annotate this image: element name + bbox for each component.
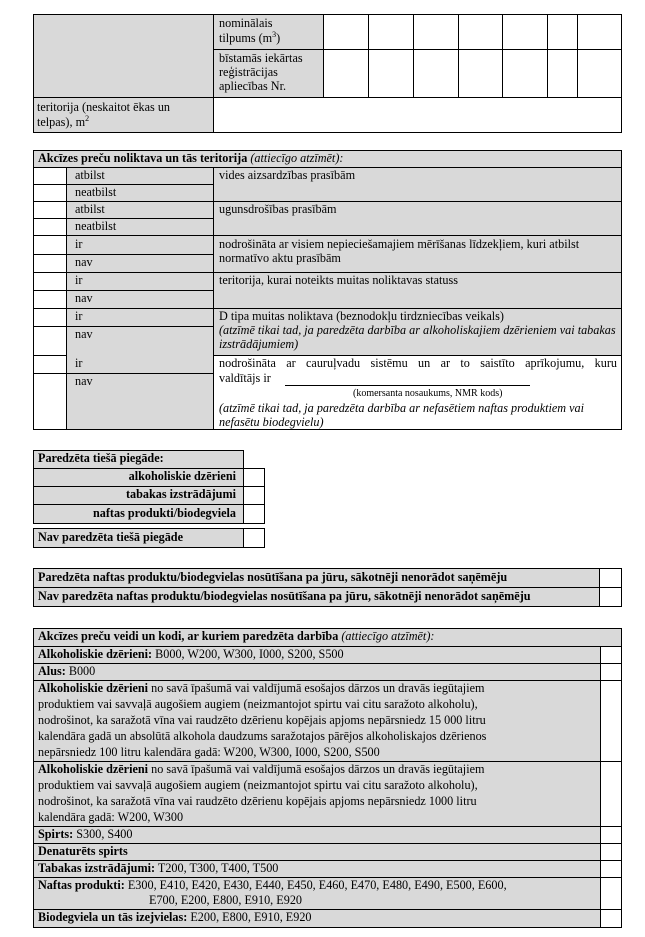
delivery-item: alkoholiskie dzērieni bbox=[128, 469, 236, 483]
option-label: nav bbox=[75, 327, 93, 341]
own-production-15000-text: nepārsniedz 100 litru kalendāra gadā: W200, W300, I000, S200, S500 bbox=[38, 745, 380, 759]
requirement-text: vides aizsardzības prasībām bbox=[219, 168, 356, 182]
biofuel-codes-checkbox[interactable] bbox=[600, 909, 622, 928]
customs-ir-checkbox[interactable] bbox=[33, 272, 67, 291]
sea-shipping-yes-checkbox[interactable] bbox=[599, 568, 622, 588]
measure-nav-checkbox[interactable] bbox=[33, 254, 67, 273]
env-atbilst-checkbox[interactable] bbox=[33, 167, 67, 185]
oil-delivery-checkbox[interactable] bbox=[243, 504, 265, 524]
dtype-nav-checkbox[interactable] bbox=[33, 326, 67, 356]
beer-codes-checkbox[interactable] bbox=[600, 663, 622, 681]
tobacco-codes-label: Tabakas izstrādājumi: T200, T300, T400, T500 bbox=[38, 861, 279, 875]
option-label: nav bbox=[75, 255, 93, 269]
no-delivery-checkbox[interactable] bbox=[243, 528, 265, 548]
fire-neatbilst-checkbox[interactable] bbox=[33, 218, 67, 236]
volume-label: nominālais bbox=[219, 16, 273, 30]
own-production-15000-checkbox[interactable] bbox=[600, 680, 622, 762]
requirement-text: D tipa muitas noliktava (beznodokļu tirdzniecības veikals) bbox=[219, 309, 504, 323]
territory-label-line2: telpas), $m^2$ bbox=[37, 114, 90, 130]
own-production-15000-text: kalendāra gadā un absolūtā alkohola daudzums saražotajos pārējos alkoholiskajos dzērienos bbox=[38, 729, 487, 743]
own-production-15000-text: nodrošinot, ka saražotā vīna vai raudzēto dzērienu kopējais apjoms nepārsniedz 15 000 litru bbox=[38, 713, 486, 727]
measure-ir-checkbox[interactable] bbox=[33, 235, 67, 255]
registration-label-line3: apliecības Nr. bbox=[219, 79, 287, 93]
requirement-text: nodrošināta ar cauruļvadu sistēmu un ar to saistīto aprīkojumu, kuru bbox=[219, 356, 617, 370]
pipeline-nav-checkbox[interactable] bbox=[33, 373, 67, 430]
alcohol-delivery-checkbox[interactable] bbox=[243, 468, 265, 487]
codes-title: Akcīzes preču veidi un kodi, ar kuriem paredzēta darbība (attiecīgo atzīmēt): bbox=[38, 629, 435, 643]
alcohol-codes-checkbox[interactable] bbox=[600, 646, 622, 664]
option-label: atbilst bbox=[75, 202, 105, 216]
own-production-1000-text: nodrošinot, ka saražotā vīna vai raudzēto dzērienu kopējais apjoms nepārsniedz 1000 litru bbox=[38, 794, 477, 808]
own-production-1000-text: kalendāra gadā: W200, W300 bbox=[38, 810, 184, 824]
dtype-ir-checkbox[interactable] bbox=[33, 308, 67, 327]
delivery-item: tabakas izstrādājumi bbox=[125, 487, 236, 501]
option-label: neatbilst bbox=[75, 185, 117, 199]
beer-codes-label: Alus: B000 bbox=[38, 664, 96, 678]
requirement-text-line2: valdītājs ir bbox=[219, 371, 271, 385]
tobacco-codes-checkbox[interactable] bbox=[600, 860, 622, 878]
warehouse-title: Akcīzes preču noliktava un tās teritorija (attiecīgo atzīmēt): bbox=[38, 151, 344, 165]
denatured-spirits-checkbox[interactable] bbox=[600, 843, 622, 861]
option-label: nav bbox=[75, 291, 93, 305]
own-production-15000-text: Alkoholiskie dzērieni no savā īpašumā vai valdījumā esošajos dārzos un dravās iegūtajiem bbox=[38, 681, 485, 695]
delivery-item: naftas produkti/biodegviela bbox=[92, 506, 236, 520]
option-label: ir bbox=[75, 237, 83, 251]
option-label: neatbilst bbox=[75, 219, 117, 233]
registration-label-line2: reģistrācijas bbox=[219, 65, 278, 79]
fire-atbilst-checkbox[interactable] bbox=[33, 201, 67, 219]
sea-shipping-yes-label: Paredzēta naftas produktu/biodegvielas nosūtīšana pa jūru, sākotnēji nenorādot saņēmēju bbox=[38, 570, 508, 584]
registration-label: bīstamās iekārtas bbox=[219, 51, 303, 65]
territory-label: teritorija (neskaitot ēkas un bbox=[37, 100, 171, 114]
requirement-note: (atzīmē tikai tad, ja paredzēta darbība ar alkoholiskajiem dzērieniem vai tabakas izstrādājumiem) bbox=[219, 323, 616, 351]
option-label: nav bbox=[75, 374, 93, 388]
tobacco-delivery-checkbox[interactable] bbox=[243, 486, 265, 505]
operator-input-caption: (komersanta nosaukums, NMR kods) bbox=[353, 388, 503, 399]
env-neatbilst-checkbox[interactable] bbox=[33, 184, 67, 202]
customs-nav-checkbox[interactable] bbox=[33, 290, 67, 309]
operator-input-line[interactable] bbox=[285, 385, 530, 386]
requirement-text: nodrošināta ar visiem nepieciešamajiem mērīšanas līdzekļiem, kuri atbilst normatīvo aktu prasībām bbox=[219, 237, 580, 265]
biofuel-codes-label: Biodegviela un tās izejvielas: E200, E800, E910, E920 bbox=[38, 910, 312, 924]
no-delivery-label: Nav paredzēta tiešā piegāde bbox=[38, 530, 183, 544]
delivery-title: Paredzēta tiešā piegāde: bbox=[38, 451, 164, 465]
sea-shipping-no-checkbox[interactable] bbox=[599, 587, 622, 607]
own-production-1000-text: Alkoholiskie dzērieni no savā īpašumā vai valdījumā esošajos dārzos un dravās iegūtajiem bbox=[38, 762, 485, 776]
requirement-text: teritorija, kurai noteikts muitas noliktavas statuss bbox=[219, 273, 458, 287]
oil-codes-label: Naftas produkti: E300, E410, E420, E430, E440, E450, E460, E470, E480, E490, E500, E600, bbox=[38, 878, 507, 892]
requirement-note: (atzīmē tikai tad, ja paredzēta darbība ar nefasētiem naftas produktiem vai nefasētu biodegvielu) bbox=[219, 401, 585, 429]
own-production-1000-text: produktiem vai savvaļā augošiem augiem (neizmantojot spirtu vai citu saražoto alkoholu), bbox=[38, 778, 478, 792]
option-label: atbilst bbox=[75, 168, 105, 182]
spirits-codes-checkbox[interactable] bbox=[600, 826, 622, 844]
pipeline-ir-checkbox[interactable] bbox=[33, 355, 67, 374]
spirits-codes-label: Spirts: S300, S400 bbox=[38, 827, 133, 841]
sea-shipping-no-label: Nav paredzēta naftas produktu/biodegvielas nosūtīšana pa jūru, sākotnēji nenorādot saņēmēju bbox=[38, 589, 531, 603]
oil-codes-label-line2: E700, E200, E800, E910, E920 bbox=[149, 893, 303, 907]
requirement-text: ugunsdrošības prasībām bbox=[219, 202, 337, 216]
alcohol-codes-label: Alkoholiskie dzērieni: B000, W200, W300, I000, S200, S500 bbox=[38, 647, 344, 661]
volume-label-line2: tilpums $(m^3)$ bbox=[219, 30, 281, 46]
own-production-15000-text: produktiem vai savvaļā augošiem augiem (neizmantojot spirtu vai citu saražoto alkoholu), bbox=[38, 697, 478, 711]
option-label: ir bbox=[75, 273, 83, 287]
own-production-1000-checkbox[interactable] bbox=[600, 761, 622, 827]
oil-codes-checkbox[interactable] bbox=[600, 877, 622, 910]
denatured-spirits-label: Denaturēts spirts bbox=[38, 844, 128, 858]
option-label: ir bbox=[75, 309, 83, 323]
option-label: ir bbox=[75, 356, 83, 370]
